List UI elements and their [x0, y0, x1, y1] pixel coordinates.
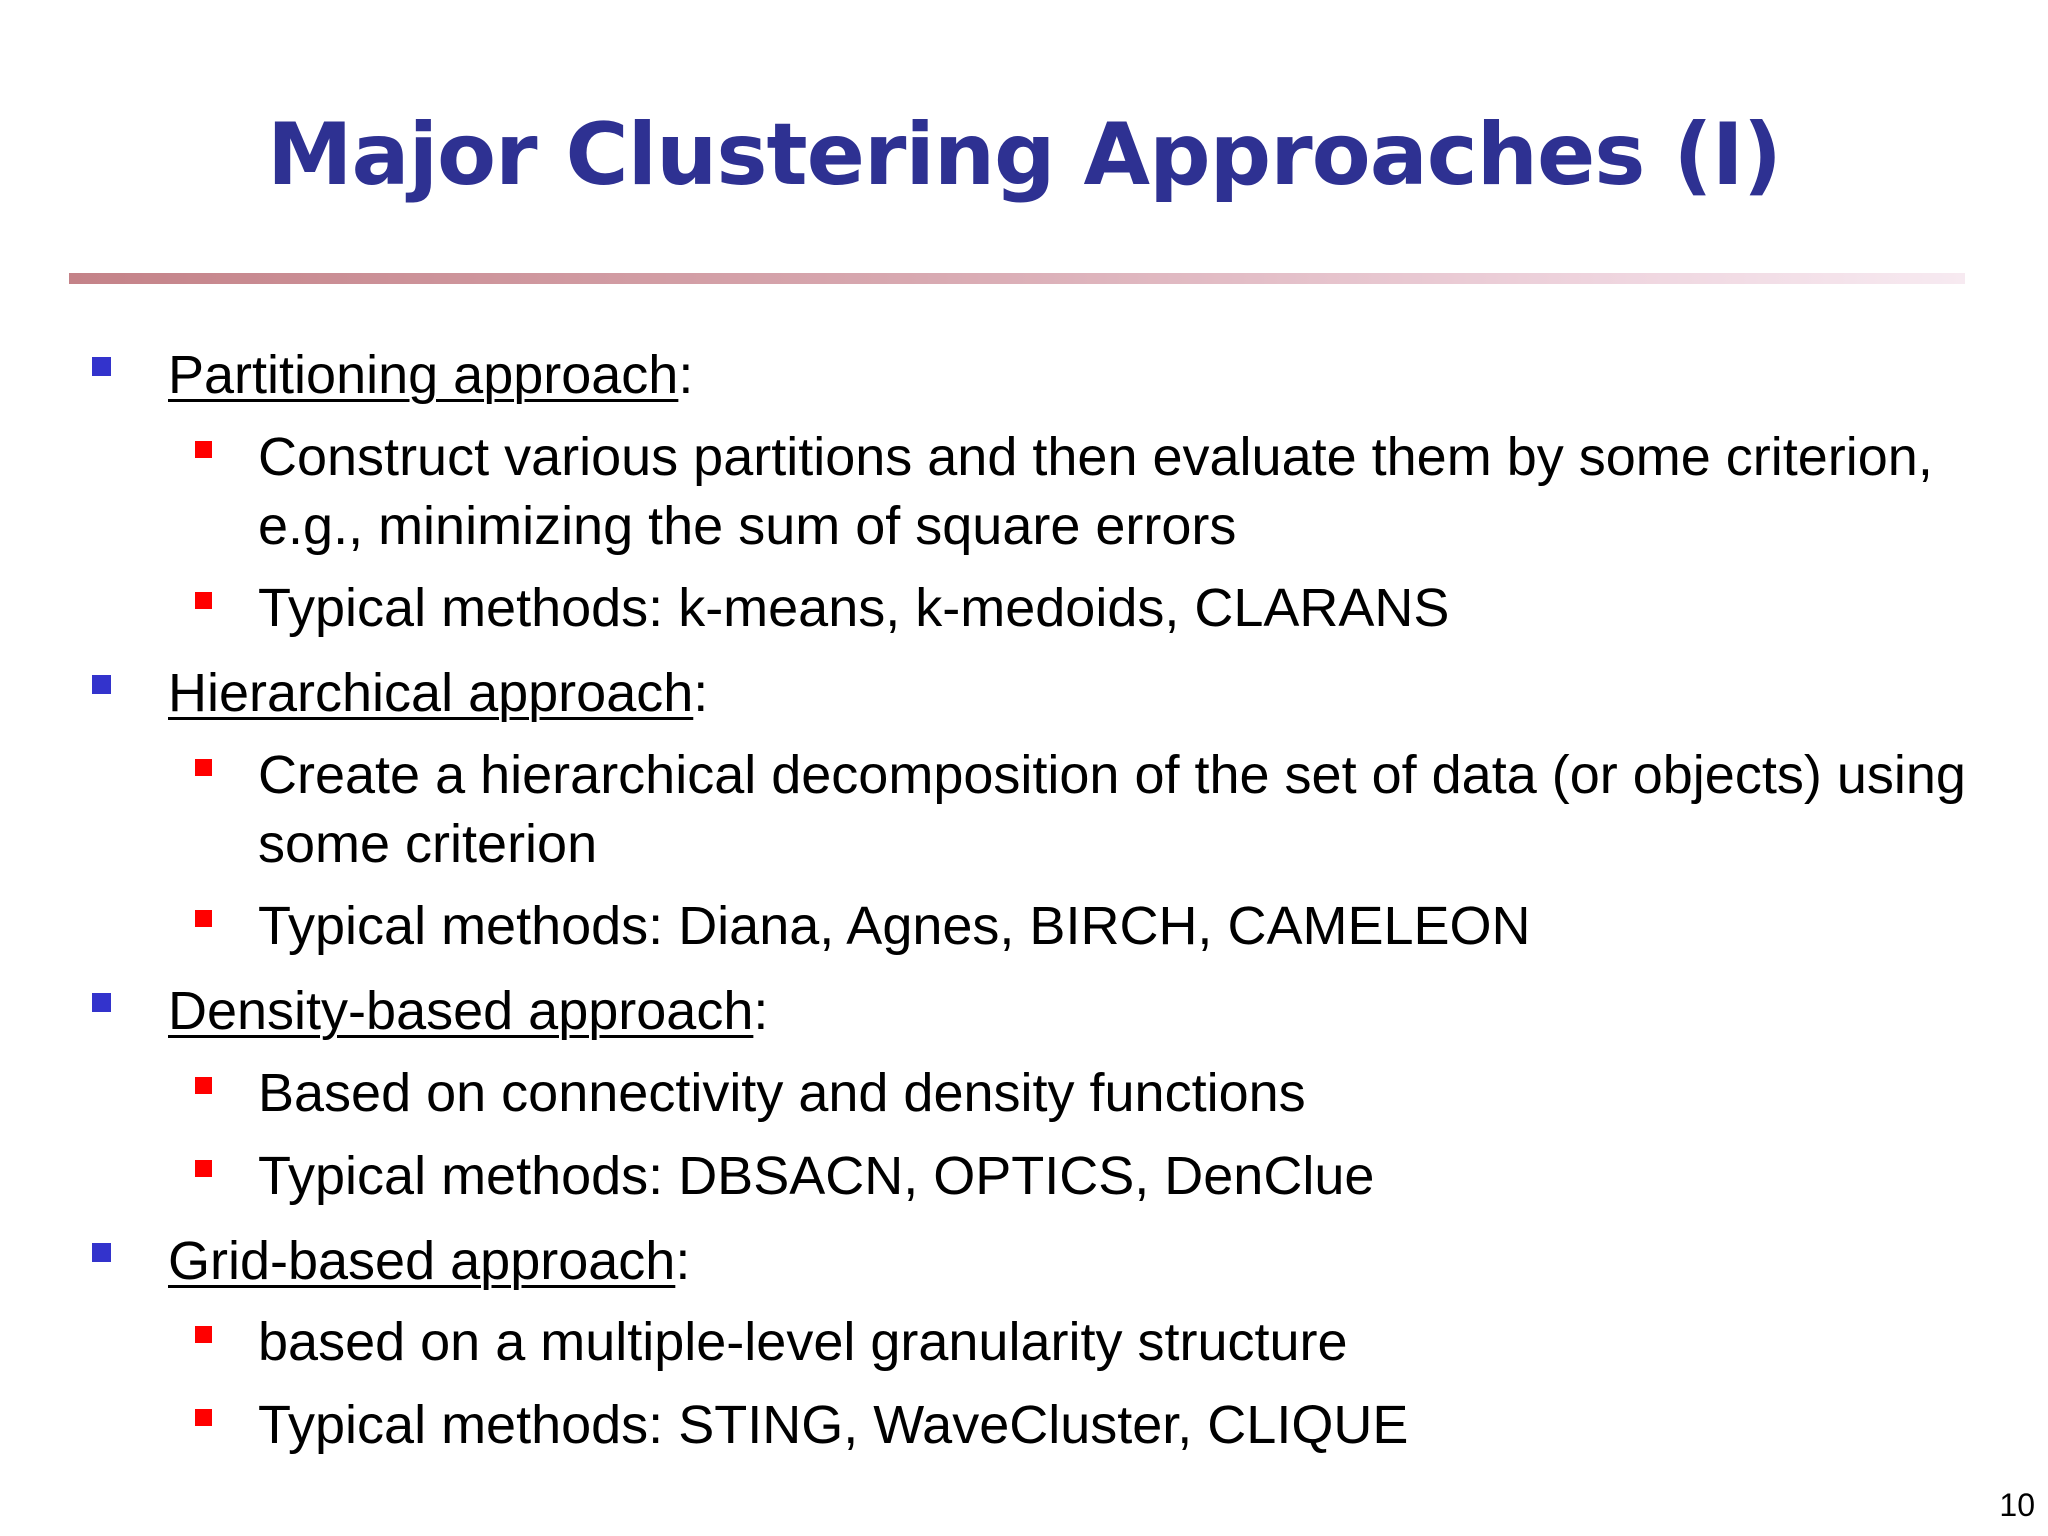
level2-bullet-icon: [195, 1326, 212, 1343]
level2-bullet-icon: [195, 1077, 212, 1094]
level2-bullet-icon: [195, 910, 212, 927]
level2-bullet-icon: [195, 592, 212, 609]
list-item: Typical methods: STING, WaveCluster, CLIQUE: [258, 1395, 1409, 1455]
level1-bullet-icon: [92, 993, 111, 1012]
section-heading-grid: [168, 1229, 690, 1293]
section-heading-partitioning: [168, 343, 693, 407]
list-item: based on a multiple-level granularity structure: [258, 1312, 1348, 1372]
list-item: Typical methods: Diana, Agnes, BIRCH, CAMELEON: [258, 896, 1531, 956]
section-heading-hierarchical: [168, 661, 708, 725]
section-heading-suffix: :: [678, 345, 694, 405]
level1-bullet-icon: [92, 357, 111, 376]
level2-bullet-icon: [195, 759, 212, 776]
slide-title: Major Clustering Approaches (I): [266, 105, 1782, 205]
section-heading-text: Grid-based approach: [168, 1231, 676, 1291]
list-item: Create a hierarchical decomposition of the set of data (or objects) using some criterion: [258, 745, 1966, 874]
section-heading-text: Density-based approach: [168, 981, 754, 1041]
level2-bullet-icon: [195, 441, 212, 458]
level2-bullet-icon: [195, 1409, 212, 1426]
section-heading-density: [168, 979, 768, 1043]
page-number: 10: [1999, 1487, 2035, 1523]
section-heading-text: Hierarchical approach: [168, 663, 694, 723]
list-item: Construct various partitions and then evaluate them by some criterion, e.g., minimizing the sum of square errors: [258, 427, 1933, 556]
list-item: Based on connectivity and density functions: [258, 1063, 1306, 1123]
list-item: Typical methods: k-means, k-medoids, CLARANS: [258, 578, 1450, 638]
level1-bullet-icon: [92, 675, 111, 694]
section-heading-suffix: :: [675, 1231, 691, 1291]
list-item: Typical methods: DBSACN, OPTICS, DenClue: [258, 1146, 1375, 1206]
section-heading-text: Partitioning approach: [168, 345, 679, 405]
level2-bullet-icon: [195, 1160, 212, 1177]
section-heading-suffix: :: [753, 981, 769, 1041]
level1-bullet-icon: [92, 1243, 111, 1262]
section-heading-suffix: :: [693, 663, 709, 723]
